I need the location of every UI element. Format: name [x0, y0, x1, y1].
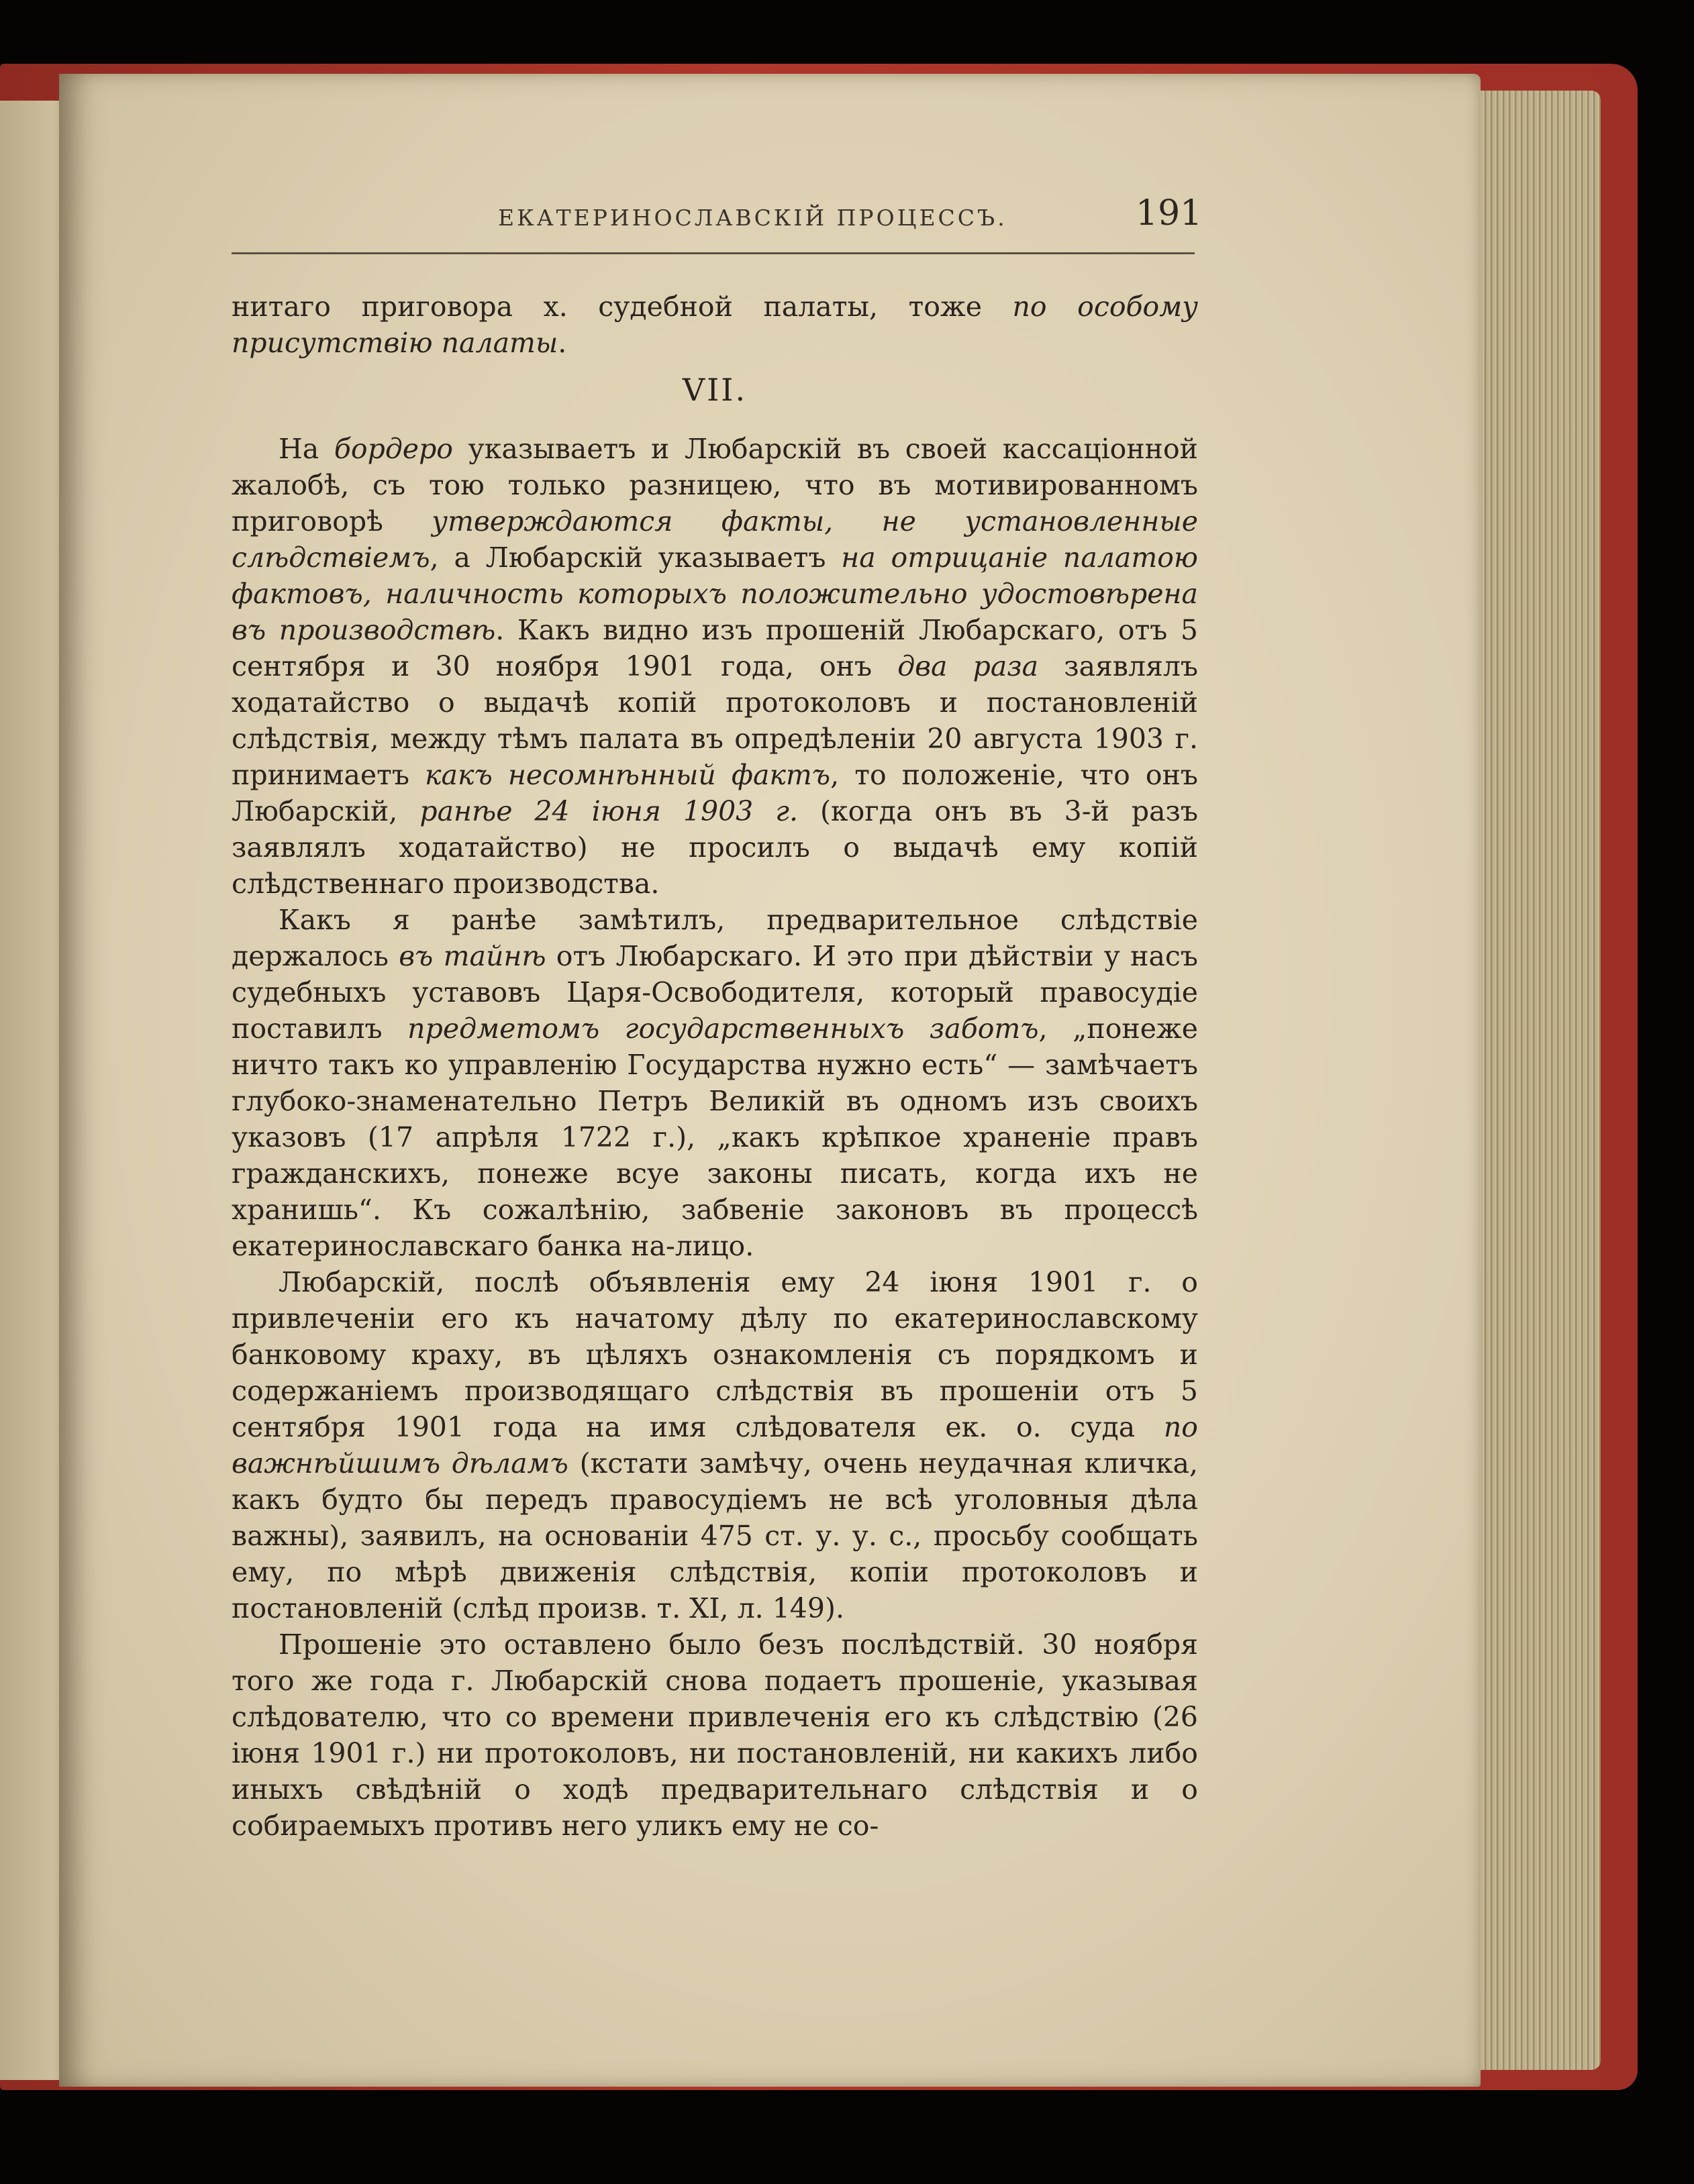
page-edges-stack	[1463, 91, 1601, 2070]
paragraph-1	[232, 431, 1198, 902]
paragraph-4	[232, 1626, 1198, 1844]
paragraph-3	[232, 1264, 1198, 1626]
emphasis-run: какъ несомнѣнный фактъ	[425, 759, 831, 791]
emphasis-run: въ тайнѣ	[399, 940, 546, 972]
paragraph-2	[232, 902, 1198, 1264]
emphasis-run: бордеро	[334, 433, 453, 465]
section-heading: VII.	[682, 372, 748, 408]
text-run: .	[558, 327, 567, 359]
emphasis-run: на отрицаніе палатою фактовъ, наличность которыхъ положительно удостовѣрена въ производствѣ	[232, 541, 1198, 646]
header-rule	[232, 252, 1195, 254]
text-run: (кстати замѣчу, очень неудачная кличка, какъ будто бы передъ правосудіемъ не всѣ уголовныя дѣла важны), заявилъ, на основаніи 475 ст. у. у. с., просьбу сообщать ему, по мѣрѣ движенія слѣдствія, копіи протоколовъ и постановленій (слѣд произв. т. XI, л. 149).	[232, 1447, 1198, 1624]
text-run: , „понеже ничто такъ ко управленію Государства нужно есть“ — замѣчаетъ глубоко-знаменательно Петръ Великій въ одномъ изъ своихъ указовъ (17 апрѣля 1722 г.), „какъ крѣпкое храненіе правъ гражданскихъ, понеже всуе законы писать, когда ихъ не хранишь“. Къ сожалѣнію, забвеніе законовъ въ процессѣ екатеринославскаго банка на-лицо.	[232, 1012, 1199, 1262]
text-run: . Какъ видно изъ прошеній Любарскаго, отъ 5 сентября и 30 ноября 1901 года, онъ	[232, 614, 1198, 682]
text-run: указываетъ и Любарскій въ своей кассаціонной жалобѣ, съ тою только разницею, что въ мотивированномъ приговорѣ	[232, 433, 1199, 537]
text-run: заявлялъ ходатайство о выдачѣ копій протоколовъ и постановленій слѣдствія, между тѣмъ палата въ опредѣленіи 20 августа 1903 г. принимаетъ	[232, 650, 1199, 791]
running-head: ЕКАТЕРИНОСЛАВСКІЙ ПРОЦЕССЪ.	[498, 205, 1007, 231]
text-run: нитаго приговора х. судебной палаты, тоже	[232, 291, 1013, 323]
text-run: (когда онъ въ 3-й разъ заявлялъ ходатайство) не просилъ о выдачѣ ему копій слѣдственнаго производства.	[232, 795, 1198, 900]
text-run: , а Любарскій указываетъ	[430, 541, 842, 574]
body-text	[232, 289, 1198, 1844]
emphasis-run: предметомъ государственныхъ заботъ	[407, 1012, 1039, 1045]
emphasis-run: по важнѣйшимъ дѣламъ	[232, 1411, 1198, 1479]
paragraph-0	[232, 289, 1198, 361]
emphasis-run: по особому присутствію палаты	[232, 291, 1198, 359]
text-run: Любарскій, послѣ объявленія ему 24 іюня 1901 г. о привлеченіи его къ начатому дѣлу по екатеринославскому банковому краху, въ цѣляхъ ознакомленія съ порядкомъ и содержаніемъ производящаго слѣдствія въ прошеніи отъ 5 сентября 1901 года на имя слѣдователя ек. о. суда	[232, 1266, 1198, 1443]
emphasis-run: ранѣе 24 іюня 1903 г.	[419, 795, 798, 827]
text-run: отъ Любарскаго. И это при дѣйствіи у насъ судебныхъ уставовъ Царя-Освободителя, который правосудіе поставилъ	[232, 940, 1198, 1045]
emphasis-run: два раза	[897, 650, 1039, 682]
emphasis-run: утверждаются факты, не установленные слѣдствіемъ	[232, 505, 1198, 574]
text-run: Прошеніе это оставлено было безъ послѣдствій. 30 ноября того же года г. Любарскій снова подаетъ прошеніе, указывая слѣдователю, что со времени привлеченія его къ слѣдствію (26 іюня 1901 г.) ни протоколовъ, ни постановленій, ни какихъ либо иныхъ свѣдѣній о ходѣ предварительнаго слѣдствія и о собираемыхъ противъ него уликъ ему не со-	[232, 1628, 1198, 1842]
text-run: , то положеніе, что онъ Любарскій,	[232, 759, 1198, 827]
text-run: На	[279, 433, 334, 465]
page-number: 191	[1136, 193, 1203, 233]
text-run: Какъ я ранѣе замѣтилъ, предварительное слѣдствіе держалось	[232, 904, 1198, 972]
